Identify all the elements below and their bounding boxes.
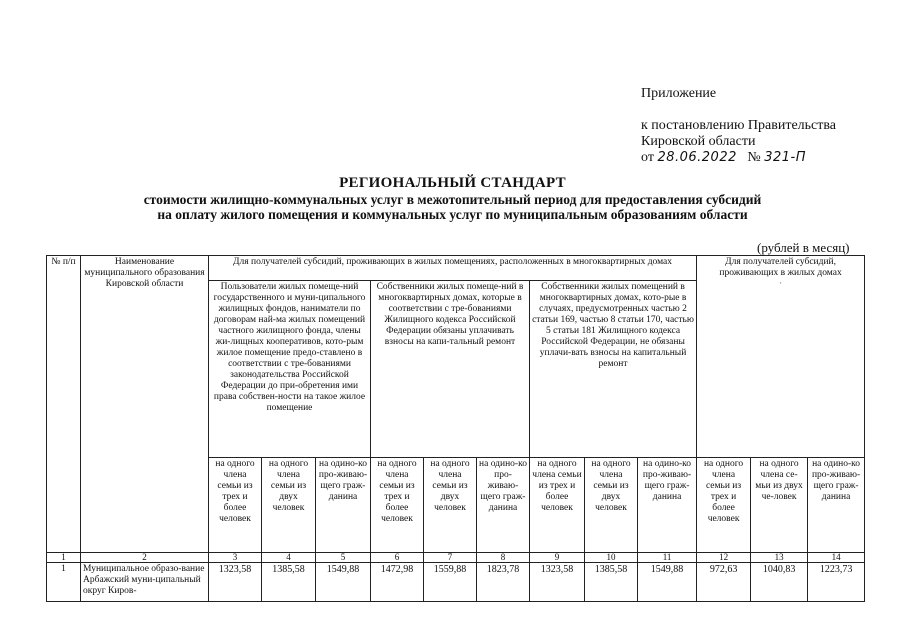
header-size: на одино-ко про-живаю-щего граж-данина [638,458,697,553]
header-size: на одино-ко про-живаю-щего граж-данина [477,458,530,553]
appendix-block [641,86,836,166]
column-number: 8 [477,553,530,563]
document-title: РЕГИОНАЛЬНЫЙ СТАНДАРТ [339,175,566,191]
header-size: на одного члена семьи из двух человек [585,458,638,553]
municipality-name: Муниципальное образо-вание Арбажский муни-ципальный округ Киров- [81,563,209,602]
column-number: 12 [697,553,751,563]
value-cell: 1040,83 [751,563,808,602]
handwritten-number: 321-П [764,150,807,165]
column-number: 2 [81,553,209,563]
row-number: 1 [47,563,81,602]
value-cell: 1223,73 [808,563,865,602]
table-row [47,563,865,602]
appendix-region: Кировской области [641,134,756,149]
value-cell: 1323,58 [530,563,585,602]
value-cell: 1323,58 [209,563,262,602]
header-size: на одного члена семьи из трех и более человек [697,458,751,553]
standard-table [46,255,865,602]
header-dot-mark: · [778,279,783,289]
header-size: на одино-ко про-живаю-щего граж-данина [808,458,865,553]
column-number: 11 [638,553,697,563]
header-size: на одного члена се-мьи из двух че-ловек [751,458,808,553]
column-number: 3 [209,553,262,563]
header-category-owners-exempt: Собственники жилых помещений в многоквартирных домах, кото-рые в случаях, предусмотренных частью 2 статьи 169, частью 8 статьи 170, частью 5 статьи 181 Жилищного кодекса Российской Федерации, не обязаны уплачи-вать взносы на капитальный ремонт [530,281,697,458]
column-number-row [47,553,865,563]
header-size: на одного члена семьи из трех и более человек [371,458,424,553]
value-cell: 1559,88 [424,563,477,602]
column-number: 7 [424,553,477,563]
value-cell: 1472,98 [371,563,424,602]
value-cell: 1549,88 [316,563,371,602]
appendix-label: Приложение [641,86,717,101]
appendix-date-line [641,150,836,166]
header-size: на одного члена семьи из трех и более человек [209,458,262,553]
header-category-owners-pay: Собственники жилых помеще-ний в многоквартирных домах, которые в соответствии с тре-бованиями Жилищного кодекса Российской Федерации обязаны уплачивать взносы на капи-тальный ремонт [371,281,530,458]
header-size: на одного члена семьи из трех и более человек [530,458,585,553]
value-cell: 1385,58 [585,563,638,602]
from-label: от [641,150,654,165]
header-category-tenants: Пользователи жилых помеще-ний государственного и муни-ципального жилищных фондов, наниматели по договорам най-ма жилых помещений частного жилищного фонда, члены жи-лищных кооперативов, кото-рым жилое помещение предо-ставлено в соответствии с тре-бованиями законодательства Российской Федерации до при-обретения ими права собствен-ности на такое жилое помещение [209,281,371,458]
header-municipality: Наименование муниципального образования Кировской области [81,256,209,553]
header-size: на одного члена семьи из двух человек [424,458,477,553]
handwritten-date: 28.06.2022 [657,150,737,165]
header-group-houses [697,256,865,458]
appendix-resolution: к постановлению Правительства [641,118,837,133]
number-label: № [747,150,761,165]
column-number: 1 [47,553,81,563]
header-group-mkd: Для получателей субсидий, проживающих в жилых помещениях, расположенных в многоквартирных домах [209,256,697,281]
header-group-houses-text: Для получателей субсидий, проживающих в жилых домах [719,257,842,278]
value-cell: 972,63 [697,563,751,602]
column-number: 14 [808,553,865,563]
column-number: 4 [262,553,316,563]
column-number: 13 [751,553,808,563]
column-number: 6 [371,553,424,563]
header-num: № п/п [47,256,81,553]
header-size: на одино-ко про-живаю-щего граж-данина [316,458,371,553]
value-cell: 1385,58 [262,563,316,602]
header-size: на одного члена семьи из двух человек [262,458,316,553]
value-cell: 1549,88 [638,563,697,602]
document-subtitle-line1: стоимости жилищно-коммунальных услуг в межотопительный период для предоставления субсидий [143,192,762,207]
column-number: 10 [585,553,638,563]
column-number: 9 [530,553,585,563]
unit-label: (рублей в месяц) [757,240,850,255]
value-cell: 1823,78 [477,563,530,602]
document-subtitle-line2: на оплату жилого помещения и коммунальных услуг по муниципальным образованиям области [157,207,748,222]
column-number: 5 [316,553,371,563]
header-row-groups [47,256,865,281]
